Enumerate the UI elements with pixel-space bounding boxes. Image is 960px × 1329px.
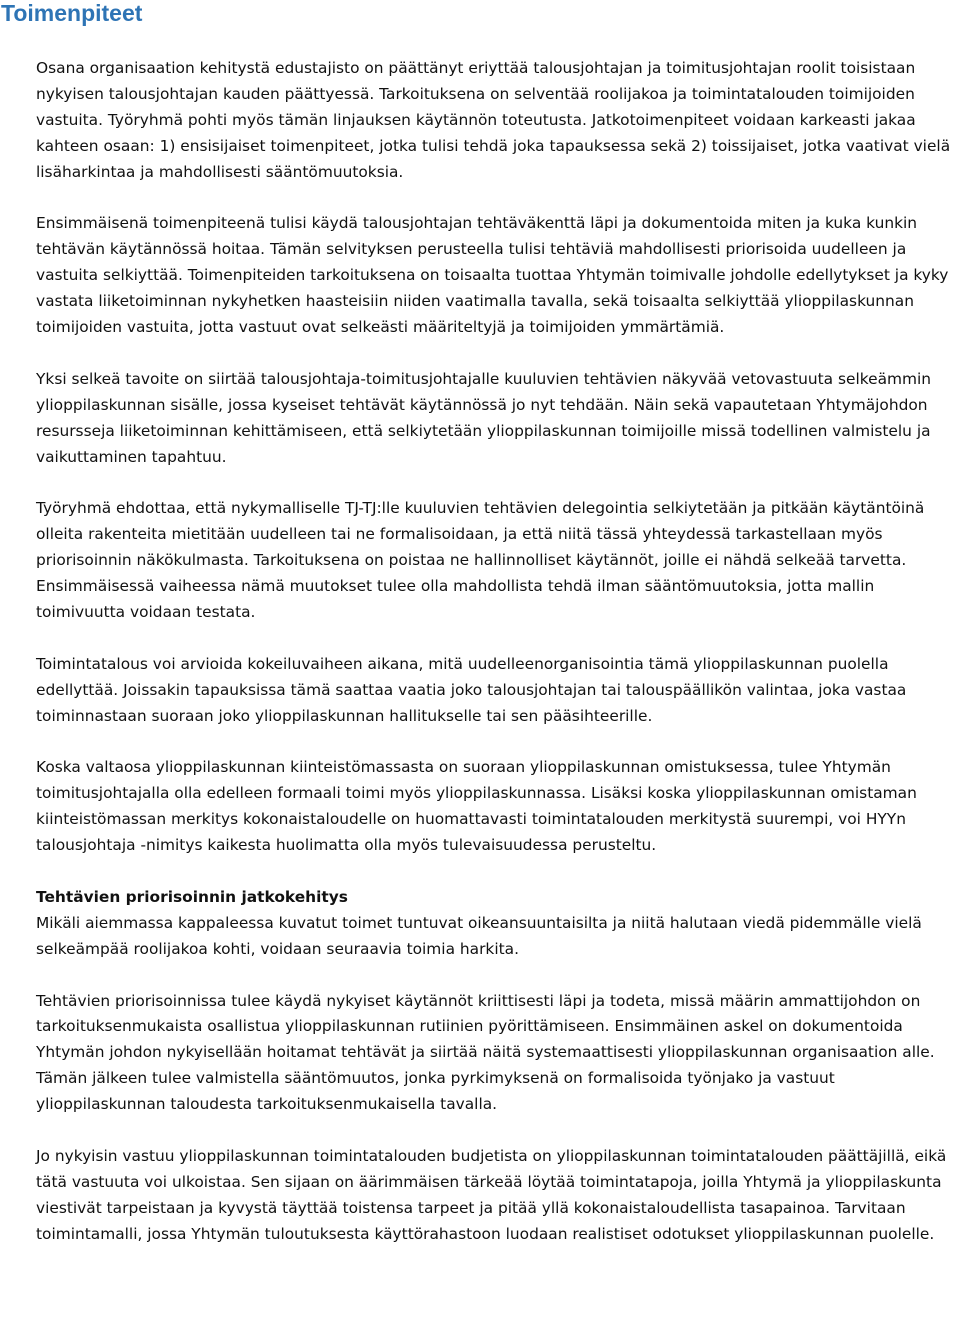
paragraph-budget: Jo nykyisin vastuu ylioppilaskunnan toimintatalouden budjetista on ylioppilaskunnan toimintatalouden päättäjillä, eikä tätä vastuuta voi ulkoistaa. Sen sijaan on äärimmäisen tärkeää löytää toimintatapoja, joilla Yhtymä ja ylioppilaskunta viestivät tarpeistaan ja kyvystä täyttää toistensa tarpeet ja pitää yllä kokonaistaloudellista tasapainoa. Tarvitaan toimintamalli, jossa Yhtymän tuloutuksesta käyttörahastoon luodaan realistiset odotukset ylioppilaskunnan puolelle. bbox=[36, 1146, 947, 1243]
subsection-block bbox=[36, 885, 960, 963]
subsection-prioritization bbox=[36, 885, 960, 1248]
paragraph-first-action: Ensimmäisenä toimenpiteenä tulisi käydä talousjohtajan tehtäväkenttä läpi ja dokumentoida miten ja kuka kunkin tehtävän käytännössä hoitaa. Tämän selvityksen perusteella tulisi tehtäviä mahdollisesti priorisoida uudelleen ja vastuita selkiyttää. Toimenpiteiden tarkoituksena on toisaalta tuottaa Yhtymän toimivalle johdolle edellytykset ja kyky vastata liiketoiminnan nykyhetken haasteisiin niiden vaatimalla tavalla, sekä toisaalta selkiyttää ylioppilaskunnan toimijoiden vastuita, jotta vastuut ovat selkeästi määriteltyjä ja toimijoiden ymmärtämiä. bbox=[36, 214, 949, 337]
subsection-heading: Tehtävien priorisoinnin jatkokehitys bbox=[36, 887, 348, 906]
paragraph-prioritization: Tehtävien priorisoinnissa tulee käydä nykyiset käytännöt kriittisesti läpi ja todeta, missä määrin ammattijohdon on tarkoituksenmukaista osallistua ylioppilaskunnan rutiinien pyörittämiseen. Ensimmäinen askel on dokumentoida Yhtymän johdon nykyisellään hoitamat tehtävät ja siirtää näitä systemaattisesti ylioppilaskunnan organisaation alle. Tämän jälkeen tulee valmistella sääntömuutos, jonka pyrkimyksenä on formalisoida työnjako ja vastuut ylioppilaskunnan taloudesta tarkoituksenmukaisella tavalla. bbox=[36, 991, 935, 1114]
page-title: Toimenpiteet bbox=[1, 0, 143, 26]
paragraph-intro: Osana organisaation kehitystä edustajisto on päättänyt eriyttää talousjohtajan ja toimitusjohtajan roolit toisistaan nykyisen talousjohtajan kauden päättyessä. Tarkoituksena on selventää roolijakoa ja toimintatalouden toimijoiden vastuita. Työryhmä pohti myös tämän linjauksen käytännön toteutusta. Jatkotoimenpiteet voidaan karkeasti jakaa kahteen osaan: 1) ensisijaiset toimenpiteet, jotka tulisi tehdä joka tapauksessa sekä 2) toissijaiset, jotka vaativat vielä lisäharkintaa ja mahdollisesti sääntömuutoksia. bbox=[36, 59, 951, 181]
subsection-intro: Mikäli aiemmassa kappaleessa kuvatut toimet tuntuvat oikeansuuntaisilta ja niitä halutaan viedä pidemmälle vielä selkeämpää roolijakoa kohti, voidaan seuraavia toimia harkita. bbox=[36, 913, 922, 958]
paragraph-proposal: Työryhmä ehdottaa, että nykymalliselle TJ-TJ:lle kuuluvien tehtävien delegointia selkiytetään ja pitkään käytäntöinä olleita rakenteita mietitään uudelleen tai ne formalisoidaan, ja että niitä tässä yhteydessä tarkastellaan myös priorisoinnin näkökulmasta. Tarkoituksena on poistaa ne hallinnolliset käytännöt, joille ei nähdä selkeää tarvetta. Ensimmäisessä vaiheessa nämä muutokset tulee olla mahdollista tehdä ilman sääntömuutoksia, jotta mallin toimivuutta voidaan testata. bbox=[36, 499, 925, 621]
paragraph-evaluation: Toimintatalous voi arvioida kokeiluvaiheen aikana, mitä uudelleenorganisointia tämä ylioppilaskunnan puolella edellyttää. Joissakin tapauksissa tämä saattaa vaatia joko talousjohtajan tai talouspäällikön valintaa, joka vastaa toiminnastaan suoraan joko ylioppilaskunnan hallitukselle tai sen pääsihteerille. bbox=[36, 654, 907, 725]
paragraph-goal: Yksi selkeä tavoite on siirtää talousjohtaja-toimitusjohtajalle kuuluvien tehtävien näkyvää vetovastuuta selkeämmin ylioppilaskunnan sisälle, jossa kyseiset tehtävät käytännössä jo nyt tehdään. Näin sekä vapautetaan Yhtymäjohdon resursseja liiketoiminnan kehittämiseen, että selkiytetään ylioppilaskunnan toimijoille missä todellinen valmistelu ja vaikuttaminen tapahtuu. bbox=[36, 369, 932, 466]
paragraph-real-estate: Koska valtaosa ylioppilaskunnan kiinteistömassasta on suoraan ylioppilaskunnan omistuksessa, tulee Yhtymän toimitusjohtajalla olla edelleen formaali toimi myös ylioppilaskunnassa. Lisäksi koska ylioppilaskunnan omistaman kiinteistömassan merkitys kokonaistaloudelle on huomattavasti toimintatalouden merkitystä suurempi, voi HYYn talousjohtaja -nimitys kaikesta huolimatta olla myös tulevaisuudessa perusteltu. bbox=[36, 758, 917, 855]
document-body bbox=[36, 56, 960, 1248]
